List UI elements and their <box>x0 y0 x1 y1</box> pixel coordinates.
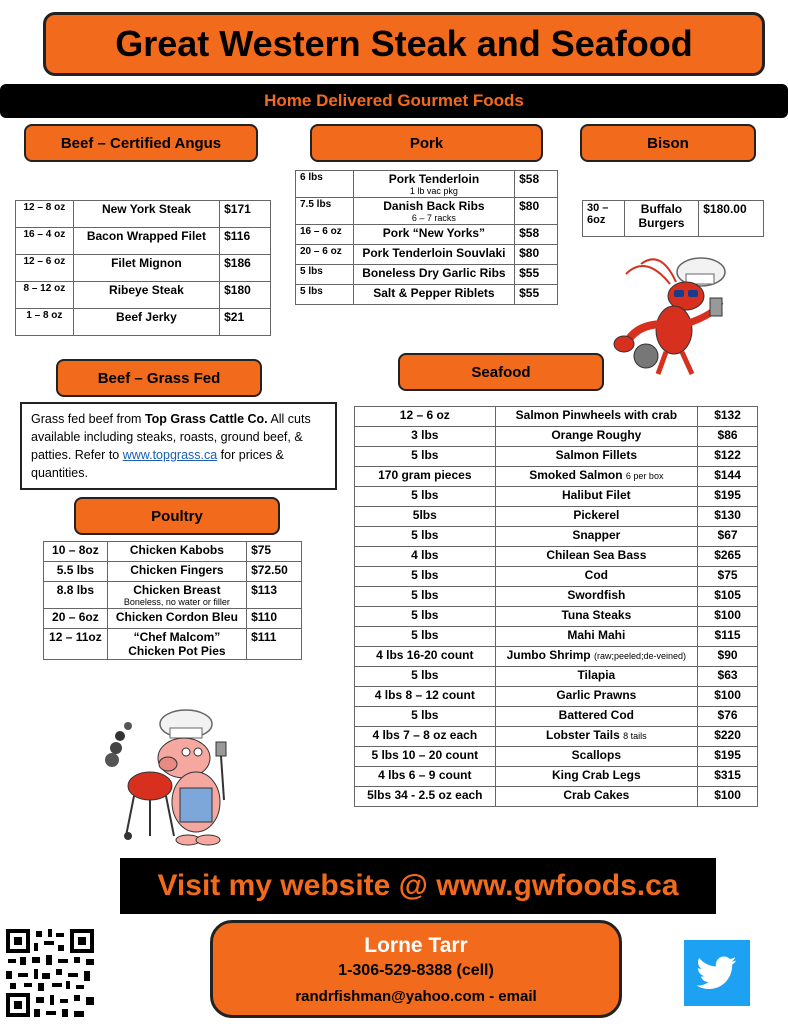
item-name: Salmon Pinwheels with crab <box>515 408 678 422</box>
qty-cell: 6 lbs <box>296 171 354 198</box>
pork-row <box>296 225 558 245</box>
item-name: Tilapia <box>577 668 616 682</box>
beef-grass-heading: Beef – Grass Fed <box>56 359 262 397</box>
item-name: Pork Tenderloin Souvlaki <box>362 246 506 260</box>
qty-cell: 8 – 12 oz <box>16 282 74 309</box>
item-name: Battered Cod <box>558 708 635 722</box>
price-cell: $105 <box>698 587 758 607</box>
price-cell: $75 <box>698 567 758 587</box>
item-name: Jumbo Shrimp <box>506 648 591 662</box>
qty-cell: 4 lbs 8 – 12 count <box>355 687 496 707</box>
qty-cell: 30 – 6oz <box>583 201 625 237</box>
item-cell <box>495 447 697 467</box>
price-cell: $195 <box>698 747 758 767</box>
price-cell: $122 <box>698 447 758 467</box>
qty-cell: 5lbs <box>355 507 496 527</box>
price-cell: $100 <box>698 787 758 807</box>
price-cell: $100 <box>698 687 758 707</box>
item-cell <box>73 282 219 309</box>
item-name: Chicken Cordon Bleu <box>115 610 238 624</box>
item-note: 1 lb vac pkg <box>409 186 458 196</box>
seafood-row <box>355 487 758 507</box>
poultry-table <box>43 541 302 660</box>
qty-cell: 10 – 8oz <box>44 542 108 562</box>
qty-cell: 16 – 4 oz <box>16 228 74 255</box>
poultry-row <box>44 542 302 562</box>
bison-row <box>583 201 764 237</box>
price-cell: $55 <box>515 265 558 285</box>
item-name: Orange Roughy <box>551 428 642 442</box>
beef_angus-row <box>16 201 271 228</box>
seafood-row <box>355 647 758 667</box>
item-name: Pickerel <box>573 508 620 522</box>
item-note: 8 tails <box>623 731 647 741</box>
item-name: Cod <box>584 568 608 582</box>
item-note: 6 – 7 racks <box>411 213 456 223</box>
seafood-row <box>355 407 758 427</box>
beef_angus-row <box>16 309 271 336</box>
seafood-row <box>355 627 758 647</box>
poultry-row <box>44 609 302 629</box>
item-name: Swordfish <box>567 588 626 602</box>
item-name: Ribeye Steak <box>109 283 184 297</box>
item-name: Lobster Tails <box>546 728 620 742</box>
item-name: Chicken Breast <box>133 583 221 597</box>
topgrass-link[interactable]: www.topgrass.ca <box>122 448 218 462</box>
item-cell <box>73 201 219 228</box>
price-cell: $116 <box>220 228 271 255</box>
item-cell <box>495 727 697 747</box>
item-name: Beef Jerky <box>116 310 177 324</box>
qty-cell: 5 lbs <box>296 265 354 285</box>
item-name: Scallops <box>571 748 622 762</box>
qty-cell: 4 lbs 7 – 8 oz each <box>355 727 496 747</box>
pork-row <box>296 171 558 198</box>
item-cell <box>353 225 514 245</box>
price-cell: $186 <box>220 255 271 282</box>
item-name: Danish Back Ribs <box>383 199 485 213</box>
seafood-row <box>355 547 758 567</box>
price-cell: $110 <box>247 609 302 629</box>
price-cell: $180 <box>220 282 271 309</box>
item-cell <box>495 487 697 507</box>
beef_angus-row <box>16 255 271 282</box>
seafood-row <box>355 747 758 767</box>
subtitle-bar: Home Delivered Gourmet Foods <box>0 84 788 118</box>
item-name: Chicken Fingers <box>130 563 224 577</box>
price-cell: $67 <box>698 527 758 547</box>
item-cell <box>495 527 697 547</box>
qty-cell: 5 lbs <box>355 527 496 547</box>
price-cell: $171 <box>220 201 271 228</box>
seafood-row <box>355 707 758 727</box>
grass-company-name: Top Grass Cattle Co. <box>144 412 268 426</box>
item-cell <box>495 507 697 527</box>
qty-cell: 12 – 11oz <box>44 629 108 660</box>
item-name: “Chef Malcom” Chicken Pot Pies <box>128 630 226 658</box>
bison-heading: Bison <box>580 124 756 162</box>
item-cell <box>495 547 697 567</box>
qty-cell: 4 lbs <box>355 547 496 567</box>
contact-phone[interactable]: 1-306-529-8388 (cell) <box>338 961 494 979</box>
seafood-row <box>355 567 758 587</box>
bison-table <box>582 200 764 237</box>
item-cell <box>495 467 697 487</box>
twitter-button[interactable] <box>684 940 750 1006</box>
item-cell <box>107 582 246 609</box>
item-cell <box>353 265 514 285</box>
item-note: Boneless, no water or filler <box>123 597 230 607</box>
item-cell <box>73 228 219 255</box>
qty-cell: 20 – 6 oz <box>296 245 354 265</box>
item-name: Pork “New Yorks” <box>382 226 486 240</box>
item-name: Chicken Kabobs <box>129 543 224 557</box>
item-cell <box>353 285 514 305</box>
price-cell: $113 <box>247 582 302 609</box>
qty-cell: 170 gram pieces <box>355 467 496 487</box>
item-cell <box>73 255 219 282</box>
qty-cell: 8.8 lbs <box>44 582 108 609</box>
item-cell <box>353 171 514 198</box>
item-cell <box>495 587 697 607</box>
item-cell <box>624 201 699 237</box>
qty-cell: 5 lbs <box>355 627 496 647</box>
qty-cell: 7.5 lbs <box>296 198 354 225</box>
poultry-row <box>44 582 302 609</box>
item-note: (raw;peeled;de-veined) <box>593 651 687 661</box>
beef-angus-table <box>15 200 271 336</box>
item-cell <box>107 562 246 582</box>
price-cell: $100 <box>698 607 758 627</box>
qty-cell: 5 lbs <box>355 607 496 627</box>
grass-fed-description <box>20 402 337 490</box>
qty-cell: 5 lbs <box>355 447 496 467</box>
price-cell: $63 <box>698 667 758 687</box>
qty-cell: 5 lbs <box>355 707 496 727</box>
price-cell: $90 <box>698 647 758 667</box>
beef_angus-row <box>16 228 271 255</box>
qty-cell: 16 – 6 oz <box>296 225 354 245</box>
qty-cell: 5 lbs <box>355 667 496 687</box>
qty-cell: 3 lbs <box>355 427 496 447</box>
qty-cell: 12 – 6 oz <box>355 407 496 427</box>
price-cell: $111 <box>247 629 302 660</box>
page-title: Great Western Steak and Seafood <box>43 12 765 76</box>
item-cell <box>495 627 697 647</box>
beef_angus-row <box>16 282 271 309</box>
beef-angus-heading: Beef – Certified Angus <box>24 124 258 162</box>
item-name: Salmon Fillets <box>555 448 638 462</box>
seafood-table <box>354 406 758 807</box>
price-cell: $130 <box>698 507 758 527</box>
item-note: 6 per box <box>625 471 664 481</box>
twitter-bird-icon <box>697 956 737 990</box>
seafood-row <box>355 447 758 467</box>
item-cell <box>495 687 697 707</box>
item-cell <box>495 767 697 787</box>
item-cell <box>495 427 697 447</box>
qty-cell: 5 lbs <box>355 567 496 587</box>
qty-cell: 12 – 6 oz <box>16 255 74 282</box>
seafood-row <box>355 507 758 527</box>
price-cell: $132 <box>698 407 758 427</box>
item-cell <box>495 607 697 627</box>
price-cell: $76 <box>698 707 758 727</box>
item-name: Garlic Prawns <box>556 688 637 702</box>
qty-cell: 4 lbs 6 – 9 count <box>355 767 496 787</box>
website-banner[interactable]: Visit my website @ www.gwfoods.ca <box>120 858 716 914</box>
item-name: Halibut Filet <box>562 488 631 502</box>
item-cell <box>495 407 697 427</box>
qty-cell: 1 – 8 oz <box>16 309 74 336</box>
pig-chef-illustration <box>104 708 244 850</box>
seafood-row <box>355 767 758 787</box>
item-name: King Crab Legs <box>552 768 641 782</box>
item-name: Chilean Sea Bass <box>546 548 647 562</box>
pork-table <box>295 170 558 305</box>
price-cell: $195 <box>698 487 758 507</box>
seafood-row <box>355 687 758 707</box>
price-cell: $180.00 <box>699 201 764 237</box>
item-name: Bacon Wrapped Filet <box>86 229 206 243</box>
item-cell <box>495 667 697 687</box>
lobster-chef-illustration <box>606 244 736 384</box>
seafood-row <box>355 787 758 807</box>
item-cell <box>73 309 219 336</box>
qty-cell: 4 lbs 16-20 count <box>355 647 496 667</box>
item-name: New York Steak <box>101 202 191 216</box>
price-cell: $265 <box>698 547 758 567</box>
seafood-heading: Seafood <box>398 353 604 391</box>
price-cell: $58 <box>515 225 558 245</box>
item-cell <box>495 747 697 767</box>
seafood-row <box>355 527 758 547</box>
price-cell: $58 <box>515 171 558 198</box>
item-cell <box>495 707 697 727</box>
contact-box <box>210 920 622 1018</box>
price-cell: $315 <box>698 767 758 787</box>
seafood-row <box>355 587 758 607</box>
qty-cell: 5.5 lbs <box>44 562 108 582</box>
pork-row <box>296 285 558 305</box>
item-name: Boneless Dry Garlic Ribs <box>362 266 506 280</box>
seafood-row <box>355 667 758 687</box>
item-name: Pork Tenderloin <box>388 172 480 186</box>
pork-row <box>296 265 558 285</box>
item-cell <box>107 609 246 629</box>
item-cell <box>107 629 246 660</box>
qty-cell: 5 lbs <box>355 587 496 607</box>
price-cell: $220 <box>698 727 758 747</box>
price-cell: $80 <box>515 198 558 225</box>
grass-text-start: Grass fed beef from <box>31 412 145 426</box>
seafood-row <box>355 427 758 447</box>
item-cell <box>495 567 697 587</box>
grass-text-middle: All cuts available including steaks, roasts, ground beef, & patties. Refer to <box>31 412 311 462</box>
price-cell: $86 <box>698 427 758 447</box>
seafood-row <box>355 607 758 627</box>
item-name: Tuna Steaks <box>561 608 632 622</box>
seafood-row <box>355 467 758 487</box>
poultry-heading: Poultry <box>74 497 280 535</box>
qr-code[interactable] <box>4 927 96 1019</box>
qty-cell: 5lbs 34 - 2.5 oz each <box>355 787 496 807</box>
qty-cell: 5 lbs 10 – 20 count <box>355 747 496 767</box>
contact-email[interactable]: randrfishman@yahoo.com - email <box>295 987 537 1005</box>
item-cell <box>107 542 246 562</box>
item-cell <box>353 245 514 265</box>
qty-cell: 12 – 8 oz <box>16 201 74 228</box>
grass-text-end: for prices & quantities. <box>31 448 284 480</box>
qty-cell: 5 lbs <box>296 285 354 305</box>
price-cell: $80 <box>515 245 558 265</box>
seafood-row <box>355 727 758 747</box>
item-cell <box>495 787 697 807</box>
qty-cell: 20 – 6oz <box>44 609 108 629</box>
price-cell: $72.50 <box>247 562 302 582</box>
item-name: Snapper <box>572 528 621 542</box>
item-cell <box>495 647 697 667</box>
price-cell: $144 <box>698 467 758 487</box>
contact-name: Lorne Tarr <box>364 933 468 957</box>
pork-row <box>296 245 558 265</box>
item-name: Smoked Salmon <box>529 468 623 482</box>
item-name: Mahi Mahi <box>567 628 626 642</box>
item-name: Filet Mignon <box>111 256 182 270</box>
price-cell: $115 <box>698 627 758 647</box>
pork-heading: Pork <box>310 124 543 162</box>
price-cell: $21 <box>220 309 271 336</box>
item-cell <box>353 198 514 225</box>
price-cell: $55 <box>515 285 558 305</box>
item-name: Salt & Pepper Riblets <box>373 286 495 300</box>
poultry-row <box>44 562 302 582</box>
poultry-row <box>44 629 302 660</box>
item-name: Crab Cakes <box>563 788 630 802</box>
price-cell: $75 <box>247 542 302 562</box>
pork-row <box>296 198 558 225</box>
qty-cell: 5 lbs <box>355 487 496 507</box>
item-name: Buffalo Burgers <box>638 202 685 230</box>
